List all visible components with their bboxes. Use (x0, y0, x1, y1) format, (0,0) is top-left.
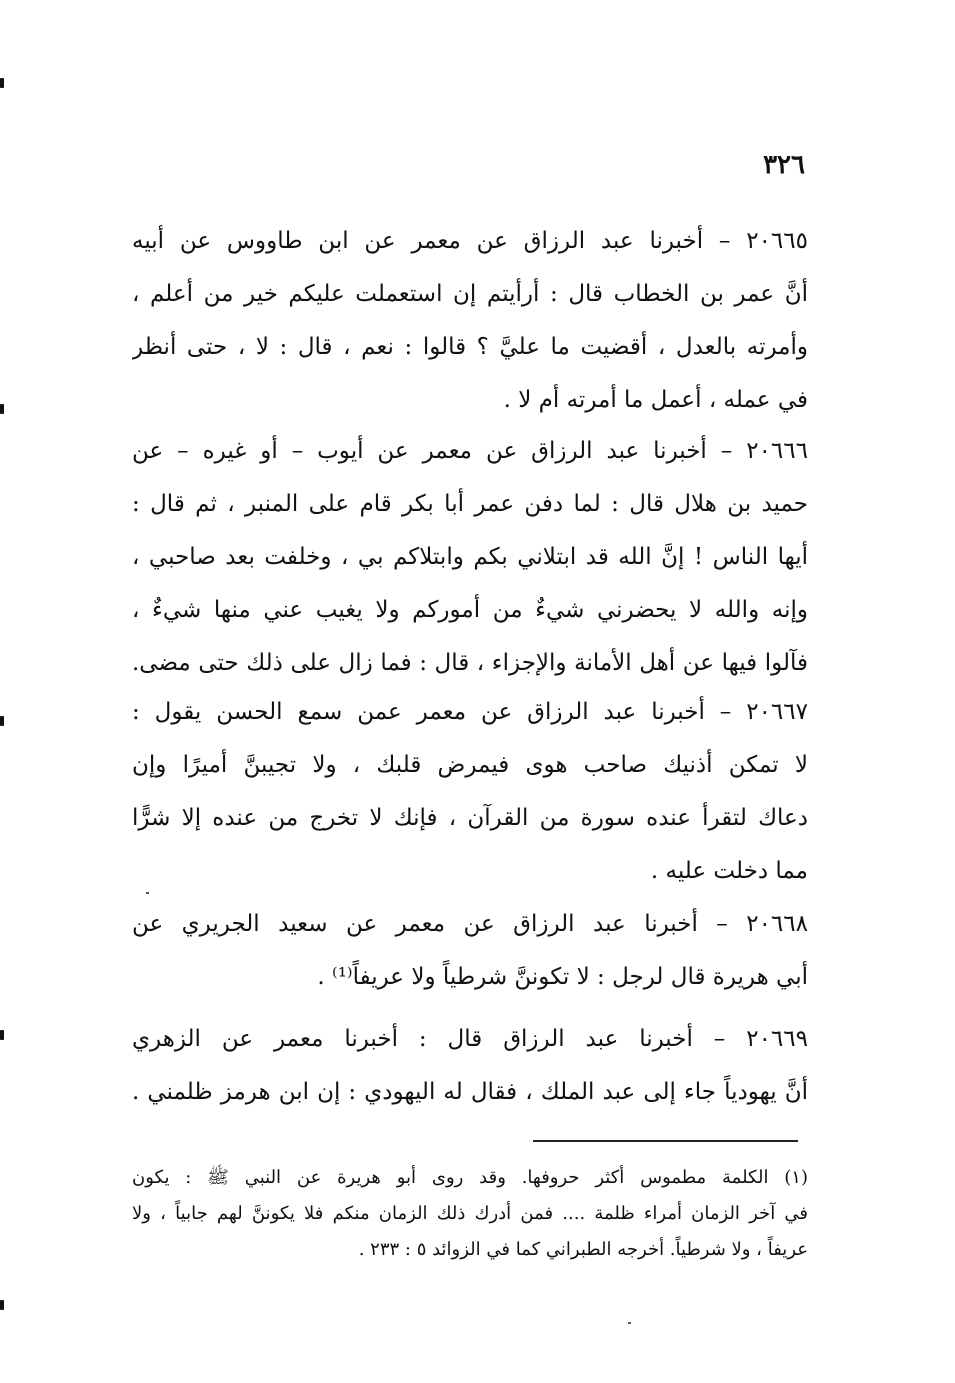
text-line: وإنه والله لا يحضرني شيءٌ من أموركم ولا يغيب عني منها شيءٌ ، (132, 597, 808, 623)
margin-mark (0, 1030, 4, 1040)
text-line: ٢٠٦٦٧ – أخبرنا عبد الرزاق عن معمر عمن سمع الحسن يقول : (132, 699, 808, 725)
text-line: ٢٠٦٦٩ – أخبرنا عبد الرزاق قال : أخبرنا معمر عن الزهري (132, 1026, 808, 1052)
footnote-line: عريفاً ، ولا شرطياً. أخرجه الطبراني كما في الزوائد ٥ : ٢٣٣ . (358, 1239, 808, 1260)
text-line: لا تمكن أذنيك صاحب هوى فيمرض قلبك ، ولا تجيبنَّ أميرًا وإن (132, 752, 808, 778)
footnote (132, 1160, 808, 1268)
hadith-entry (132, 686, 808, 898)
hadith-entry (132, 1013, 808, 1119)
text-line: في عمله ، أعمل ما أمرته أم لا . (503, 387, 808, 413)
margin-mark (0, 78, 4, 88)
text-line: ٢٠٦٦٦ – أخبرنا عبد الرزاق عن معمر عن أيوب – أو غيره – عن (132, 438, 808, 464)
scan-speck (146, 892, 149, 894)
text-line: أبي هريرة قال لرجل : لا تكوننَّ شرطياً ولا عريفاً⁽¹⁾ . (317, 964, 808, 990)
text-line: أنَّ يهودياً جاء إلى عبد الملك ، فقال له اليهودي : إن ابن هرمز ظلمني . (132, 1079, 808, 1105)
footnote-divider (533, 1140, 798, 1142)
margin-mark (0, 404, 4, 414)
hadith-entry (132, 425, 808, 690)
footnote-line: في آخر الزمان أمراء ظلمة .... فمن أدرك ذلك الزمان منكم فلا يكوننَّ لهم جابياً ، ولا (132, 1203, 808, 1224)
text-line: أنَّ عمر بن الخطاب قال : أرأيتم إن استعملت عليكم خير من أعلم ، (132, 281, 808, 307)
text-line: ٢٠٦٦٥ – أخبرنا عبد الرزاق عن معمر عن ابن طاووس عن أبيه (132, 228, 808, 254)
text-line: دعاك لتقرأ عنده سورة من القرآن ، فإنك لا تخرج من عنده إلا شرًّا (132, 805, 808, 831)
margin-mark (0, 1300, 4, 1310)
text-line: أيها الناس ! إنَّ الله قد ابتلاني بكم وابتلاكم بي ، وخلفت بعد صاحبي ، (132, 544, 808, 570)
hadith-entry (132, 898, 808, 1004)
text-line: مما دخلت عليه . (650, 858, 808, 884)
hadith-entry (132, 215, 808, 427)
text-line: حميد بن هلال قال : لما دفن عمر أبا بكر قام على المنبر ، ثم قال : (132, 491, 808, 517)
page-number: ٣٢٦ (763, 150, 805, 180)
text-line: وأمرته بالعدل ، أقضيت ما عليَّ ؟ قالوا : نعم ، قال : لا ، حتى أنظر (132, 334, 808, 360)
margin-mark (0, 716, 4, 726)
text-line: ٢٠٦٦٨ – أخبرنا عبد الرزاق عن معمر عن سعيد الجريري عن (132, 911, 808, 937)
scan-speck (628, 1322, 631, 1324)
text-line: فآلوا فيها عن أهل الأمانة والإجزاء ، قال : فما زال على ذلك حتى مضى. (132, 650, 808, 676)
footnote-line: (١) الكلمة مطموس أكثر حروفها. وقد روى أبو هريرة عن النبي ﷺ : يكون (132, 1167, 808, 1188)
